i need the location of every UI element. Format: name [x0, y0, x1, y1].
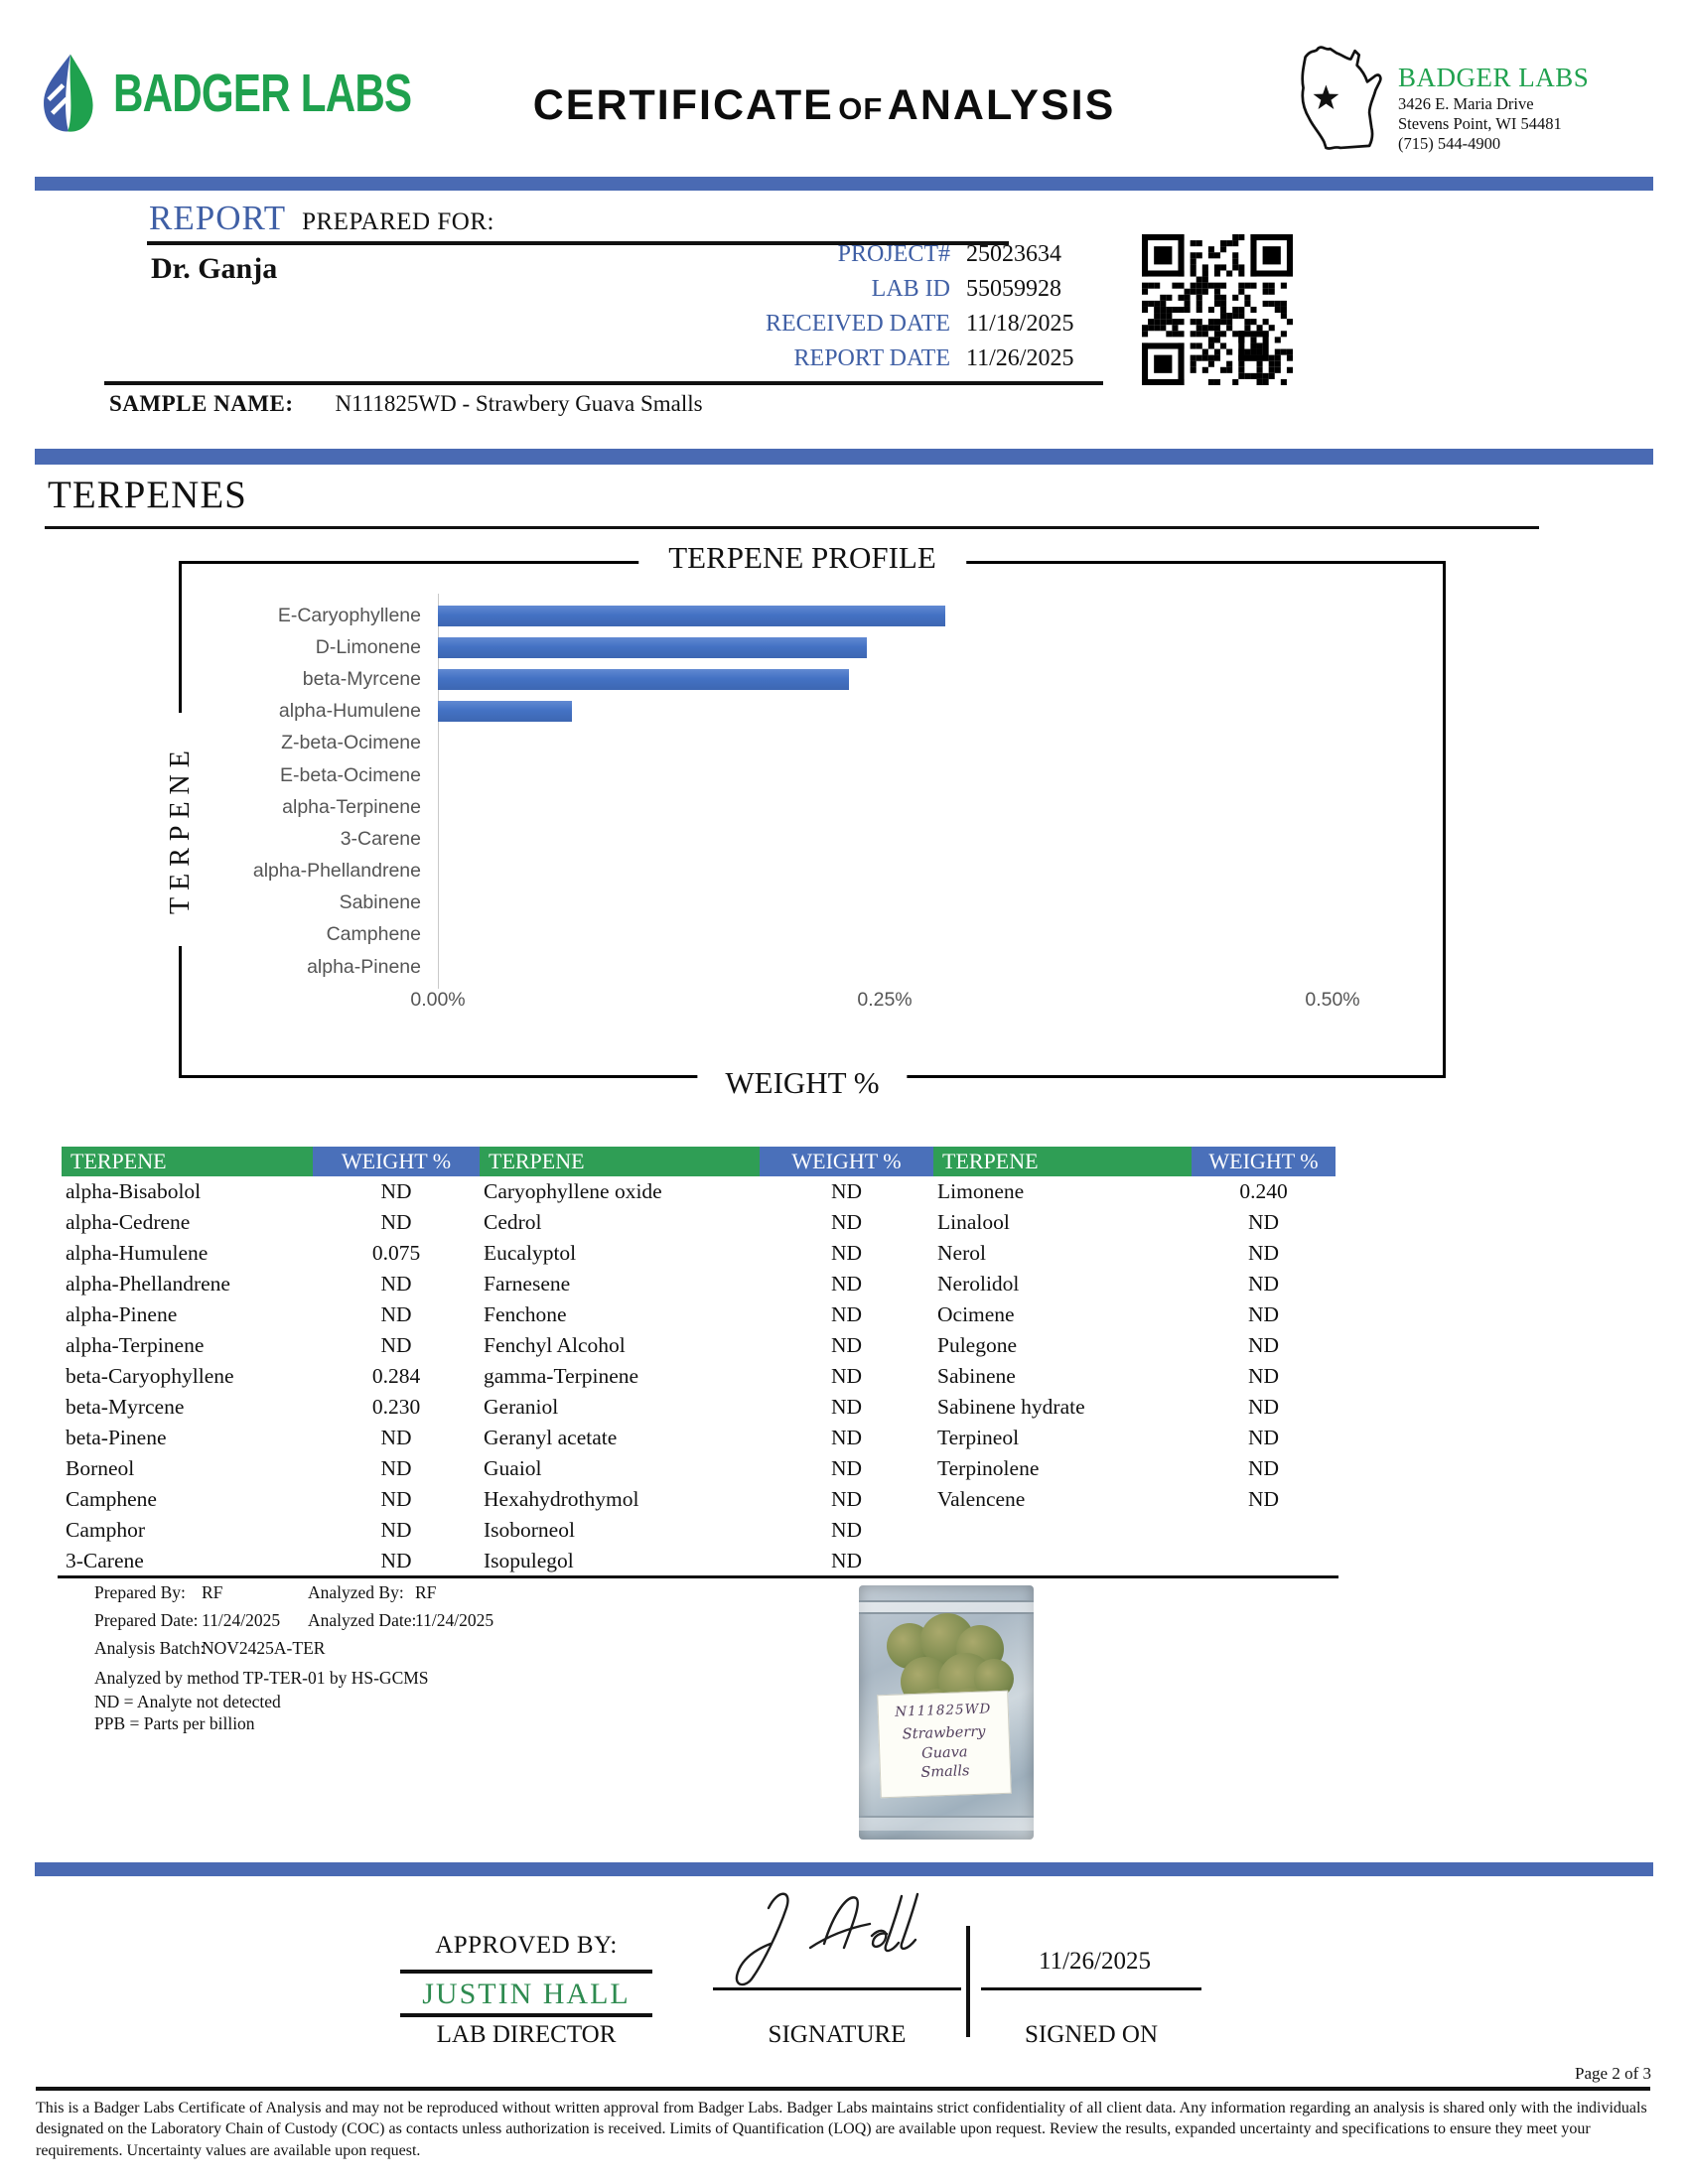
approver-name-line [400, 2013, 652, 2017]
table-header-terpene: TERPENE [480, 1147, 760, 1176]
terpene-value-cell: ND [830, 1241, 863, 1265]
chart-category-label: E-Caryophyllene [277, 604, 421, 626]
terpene-name-cell: Nerolidol [937, 1272, 1020, 1296]
lab-address-block [1289, 40, 1589, 155]
chart-row [182, 663, 1437, 695]
table-header-weight: WEIGHT % [313, 1147, 480, 1176]
terpene-value-cell: ND [1247, 1395, 1280, 1419]
terpene-name-cell: Isoborneol [484, 1518, 575, 1542]
terpene-name-cell: alpha-Cedrene [66, 1210, 191, 1234]
analysis-batch-label: Analysis Batch: [94, 1638, 206, 1658]
analysis-batch-value: NOV2425A-TER [202, 1638, 326, 1658]
report-heading [149, 199, 494, 238]
chart-x-axis-title: WEIGHT % [697, 1065, 907, 1101]
section-title-underline [45, 526, 1539, 529]
terpene-name-cell: Geraniol [484, 1395, 559, 1419]
terpene-value-cell: ND [1247, 1272, 1280, 1296]
chart-category-label: Z-beta-Ocimene [281, 732, 421, 754]
terpene-name-cell: alpha-Pinene [66, 1302, 178, 1326]
terpene-value-cell: ND [830, 1364, 863, 1388]
terpene-value-cell: ND [1247, 1333, 1280, 1357]
sample-divider-line [104, 381, 1103, 385]
report-field-label: RECEIVED DATE [766, 311, 950, 337]
terpene-name-cell: Sabinene hydrate [937, 1395, 1085, 1419]
terpene-name-cell: gamma-Terpinene [484, 1364, 639, 1388]
lab-name: BADGER LABS [1398, 63, 1590, 92]
terpene-name-cell: alpha-Humulene [66, 1241, 209, 1265]
chart-row [182, 856, 1437, 887]
terpene-value-cell: ND [380, 1518, 412, 1542]
report-field-row [596, 276, 1097, 311]
chart-category-label: alpha-Terpinene [282, 795, 421, 818]
terpene-name-cell: Caryophyllene oxide [484, 1179, 662, 1203]
terpene-value-cell: ND [830, 1302, 863, 1326]
terpene-profile-chart [165, 540, 1446, 1100]
terpene-value-cell: 0.075 [371, 1241, 421, 1265]
terpene-name-cell: Eucalyptol [484, 1241, 577, 1265]
terpene-value-cell: ND [380, 1333, 412, 1357]
report-field-value: 55059928 [966, 276, 1061, 302]
terpene-name-cell: beta-Caryophyllene [66, 1364, 234, 1388]
terpene-value-cell: ND [380, 1549, 412, 1572]
report-field-label: REPORT DATE [793, 345, 950, 371]
terpene-value-cell: ND [1247, 1364, 1280, 1388]
terpene-value-cell: ND [380, 1179, 412, 1203]
chart-row [182, 791, 1437, 823]
chart-category-label: alpha-Humulene [278, 700, 421, 723]
chart-bar [438, 669, 849, 690]
terpene-name-cell: Pulegone [937, 1333, 1018, 1357]
chart-row [182, 631, 1437, 663]
terpene-name-cell: alpha-Bisabolol [66, 1179, 202, 1203]
lab-phone: (715) 544-4900 [1398, 134, 1501, 154]
terpene-name-cell: 3-Carene [66, 1549, 144, 1572]
approval-divider [966, 1926, 970, 2037]
bag-zip-seal [859, 1600, 1034, 1614]
terpene-value-cell: ND [380, 1426, 412, 1449]
chart-category-label: D-Limonene [315, 635, 421, 658]
approver-title: LAB DIRECTOR [436, 2021, 617, 2048]
terpene-name-cell: Nerol [937, 1241, 986, 1265]
signature-image [707, 1882, 963, 1989]
chart-x-tick-label: 0.00% [410, 989, 466, 1011]
ppb-note: PPB = Parts per billion [94, 1713, 255, 1733]
terpene-name-cell: Camphene [66, 1487, 157, 1511]
terpene-value-cell: ND [830, 1456, 863, 1480]
approver-name: JUSTIN HALL [422, 1978, 631, 2010]
title-part-2: ANALYSIS [887, 81, 1116, 129]
sample-photo [859, 1585, 1034, 1840]
chart-bar [438, 606, 945, 626]
qr-code [1142, 234, 1293, 385]
terpene-value-cell: ND [830, 1333, 863, 1357]
bag-label-line4: Smalls [920, 1763, 970, 1781]
signature-label: SIGNATURE [768, 2021, 907, 2048]
chart-title: TERPENE PROFILE [638, 540, 966, 576]
bag-label-line3: Guava [920, 1743, 968, 1762]
terpene-value-cell: ND [1247, 1302, 1280, 1326]
disclaimer-text: This is a Badger Labs Certificate of Analysis and may not be reproduced without written approval from Badger Labs. Badger Labs maintains strict confidentiality of all client data. Any information regarding an analysis is shared only with the individuals designated on the Laboratory Chain of Custody (COC) as contacts unless authorization is received. Limits of Quantification (LOQ) are available upon request. Review the results, expanded uncertainty and specifications to ensure they meet your requirements. Uncertainty values are available upon request. [36, 2087, 1650, 2161]
report-field-label: LAB ID [871, 276, 950, 302]
lab-address-2: Stevens Point, WI 54481 [1398, 114, 1562, 134]
terpene-name-cell: alpha-Terpinene [66, 1333, 205, 1357]
title-of: OF [838, 91, 884, 126]
chart-category-label: 3-Carene [340, 827, 421, 850]
terpene-name-cell [933, 1515, 1192, 1546]
signature-line [713, 1987, 961, 1990]
sample-name-row [109, 391, 703, 417]
report-field-value: 11/26/2025 [966, 345, 1074, 371]
divider-bar-terpenes [35, 449, 1653, 465]
report-field-row [596, 241, 1097, 276]
terpene-value-cell: 0.240 [1239, 1179, 1288, 1203]
terpene-name-cell: beta-Myrcene [66, 1395, 185, 1419]
terpene-value-cell [1192, 1515, 1336, 1546]
prepared-by-label: Prepared By: [94, 1582, 186, 1602]
analyzed-by-label: Analyzed By: [308, 1582, 404, 1602]
terpene-value-cell: ND [830, 1487, 863, 1511]
bag-label-line2: Strawberry [902, 1723, 986, 1743]
section-title: TERPENES [48, 474, 247, 516]
terpene-value-cell: 0.284 [371, 1364, 421, 1388]
chart-rows [182, 600, 1437, 983]
signed-date: 11/26/2025 [1039, 1948, 1151, 1975]
sample-photo-label [877, 1691, 1012, 1799]
chart-row [182, 759, 1437, 791]
wisconsin-map-icon [1289, 40, 1392, 155]
prepared-for-label: PREPARED FOR: [302, 208, 494, 235]
chart-category-label: beta-Myrcene [302, 667, 421, 690]
analyzed-date-label: Analyzed Date: [308, 1610, 417, 1630]
prepared-date-value: 11/24/2025 [202, 1610, 281, 1630]
approved-by-label: APPROVED BY: [435, 1932, 618, 1959]
report-field-row [596, 345, 1097, 380]
terpene-name-cell: Ocimene [937, 1302, 1015, 1326]
chart-row [182, 951, 1437, 983]
terpene-value-cell: ND [1247, 1241, 1280, 1265]
terpene-value-cell: ND [830, 1426, 863, 1449]
terpene-name-cell: Fenchone [484, 1302, 567, 1326]
divider-bar-bottom [35, 1862, 1653, 1876]
terpene-name-cell: Farnesene [484, 1272, 571, 1296]
terpene-name-cell: Guaiol [484, 1456, 542, 1480]
terpene-name-cell: Terpinolene [937, 1456, 1040, 1480]
chart-row [182, 823, 1437, 855]
terpene-table [62, 1147, 1336, 1576]
signed-on-line [981, 1987, 1201, 1990]
prepared-by-value: RF [202, 1582, 223, 1602]
table-header-weight: WEIGHT % [1192, 1147, 1336, 1176]
bag-bottom-seam [859, 1816, 1034, 1831]
bag-label-id: N111825WD [895, 1701, 992, 1720]
terpene-name-cell: Cedrol [484, 1210, 542, 1234]
table-header-terpene: TERPENE [62, 1147, 313, 1176]
nd-note: ND = Analyte not detected [94, 1692, 281, 1711]
badger-labs-leaf-icon [38, 52, 101, 135]
chart-category-label: Sabinene [339, 891, 421, 914]
terpene-value-cell: ND [380, 1487, 412, 1511]
terpene-value-cell: ND [830, 1518, 863, 1542]
table-bottom-line [58, 1575, 1338, 1578]
terpene-name-cell: Linalool [937, 1210, 1010, 1234]
terpene-name-cell: Borneol [66, 1456, 135, 1480]
chart-category-label: alpha-Phellandrene [252, 860, 421, 883]
lab-address-1: 3426 E. Maria Drive [1398, 93, 1534, 113]
terpene-value-cell [1192, 1546, 1336, 1576]
client-name: Dr. Ganja [151, 252, 278, 285]
report-fields [596, 241, 1097, 380]
terpene-name-cell: Sabinene [937, 1364, 1016, 1388]
chart-row [182, 696, 1437, 728]
chart-category-label: alpha-Pinene [307, 955, 421, 978]
terpene-value-cell: ND [1247, 1426, 1280, 1449]
report-field-row [596, 311, 1097, 345]
chart-y-axis-title: TERPENE [159, 713, 203, 946]
terpene-name-cell: Limonene [937, 1179, 1025, 1203]
logo-wordmark: BADGER LABS [113, 64, 412, 123]
divider-bar-top [35, 177, 1653, 191]
terpene-value-cell: ND [1247, 1456, 1280, 1480]
sample-name-label: SAMPLE NAME: [109, 391, 294, 416]
chart-bar [438, 637, 867, 658]
table-header-terpene: TERPENE [933, 1147, 1192, 1176]
terpene-name-cell: Geranyl acetate [484, 1426, 618, 1449]
terpene-name-cell [933, 1546, 1192, 1576]
terpene-name-cell: Fenchyl Alcohol [484, 1333, 626, 1357]
report-field-value: 25023634 [966, 241, 1061, 267]
approved-by-line [400, 1970, 652, 1974]
terpene-name-cell: Valencene [937, 1487, 1026, 1511]
terpene-value-cell: ND [380, 1210, 412, 1234]
terpene-name-cell: Isopulegol [484, 1549, 574, 1572]
terpene-value-cell: 0.230 [371, 1395, 421, 1419]
report-field-value: 11/18/2025 [966, 311, 1074, 337]
terpene-name-cell: Hexahydrothymol [484, 1487, 639, 1511]
chart-row [182, 919, 1437, 951]
method-note: Analyzed by method TP-TER-01 by HS-GCMS [94, 1668, 429, 1688]
page-number: Page 2 of 3 [1575, 2064, 1651, 2083]
analyzed-date-value: 11/24/2025 [415, 1610, 494, 1630]
chart-row [182, 728, 1437, 759]
terpene-value-cell: ND [830, 1272, 863, 1296]
analyzed-by-value: RF [415, 1582, 437, 1602]
terpene-value-cell: ND [380, 1272, 412, 1296]
chart-x-tick-label: 0.50% [1305, 989, 1360, 1011]
chart-x-tick-label: 0.25% [857, 989, 913, 1011]
terpene-value-cell: ND [380, 1302, 412, 1326]
report-word: REPORT [149, 199, 287, 237]
chart-bar [438, 701, 572, 722]
chart-category-label: Camphene [326, 923, 421, 946]
chart-row [182, 887, 1437, 919]
terpene-name-cell: beta-Pinene [66, 1426, 167, 1449]
signed-on-label: SIGNED ON [1024, 2021, 1159, 2048]
terpene-name-cell: alpha-Phellandrene [66, 1272, 230, 1296]
terpene-value-cell: ND [830, 1549, 863, 1572]
terpene-value-cell: ND [830, 1210, 863, 1234]
terpene-name-cell: Terpineol [937, 1426, 1020, 1449]
table-header-weight: WEIGHT % [760, 1147, 933, 1176]
chart-row [182, 600, 1437, 631]
badger-labs-logo [38, 52, 495, 135]
chart-category-label: E-beta-Ocimene [280, 763, 421, 786]
terpene-value-cell: ND [1247, 1210, 1280, 1234]
terpene-value-cell: ND [1247, 1487, 1280, 1511]
report-field-label: PROJECT# [837, 241, 950, 267]
chart-x-ticks [182, 989, 1443, 1015]
terpene-value-cell: ND [830, 1395, 863, 1419]
terpene-value-cell: ND [380, 1456, 412, 1480]
terpene-name-cell: Camphor [66, 1518, 146, 1542]
sample-name-value: N111825WD - Strawbery Guava Smalls [335, 391, 703, 416]
page-title [467, 81, 1182, 130]
prepared-date-label: Prepared Date: [94, 1610, 199, 1630]
title-part-1: CERTIFICATE [532, 81, 834, 129]
terpene-value-cell: ND [830, 1179, 863, 1203]
